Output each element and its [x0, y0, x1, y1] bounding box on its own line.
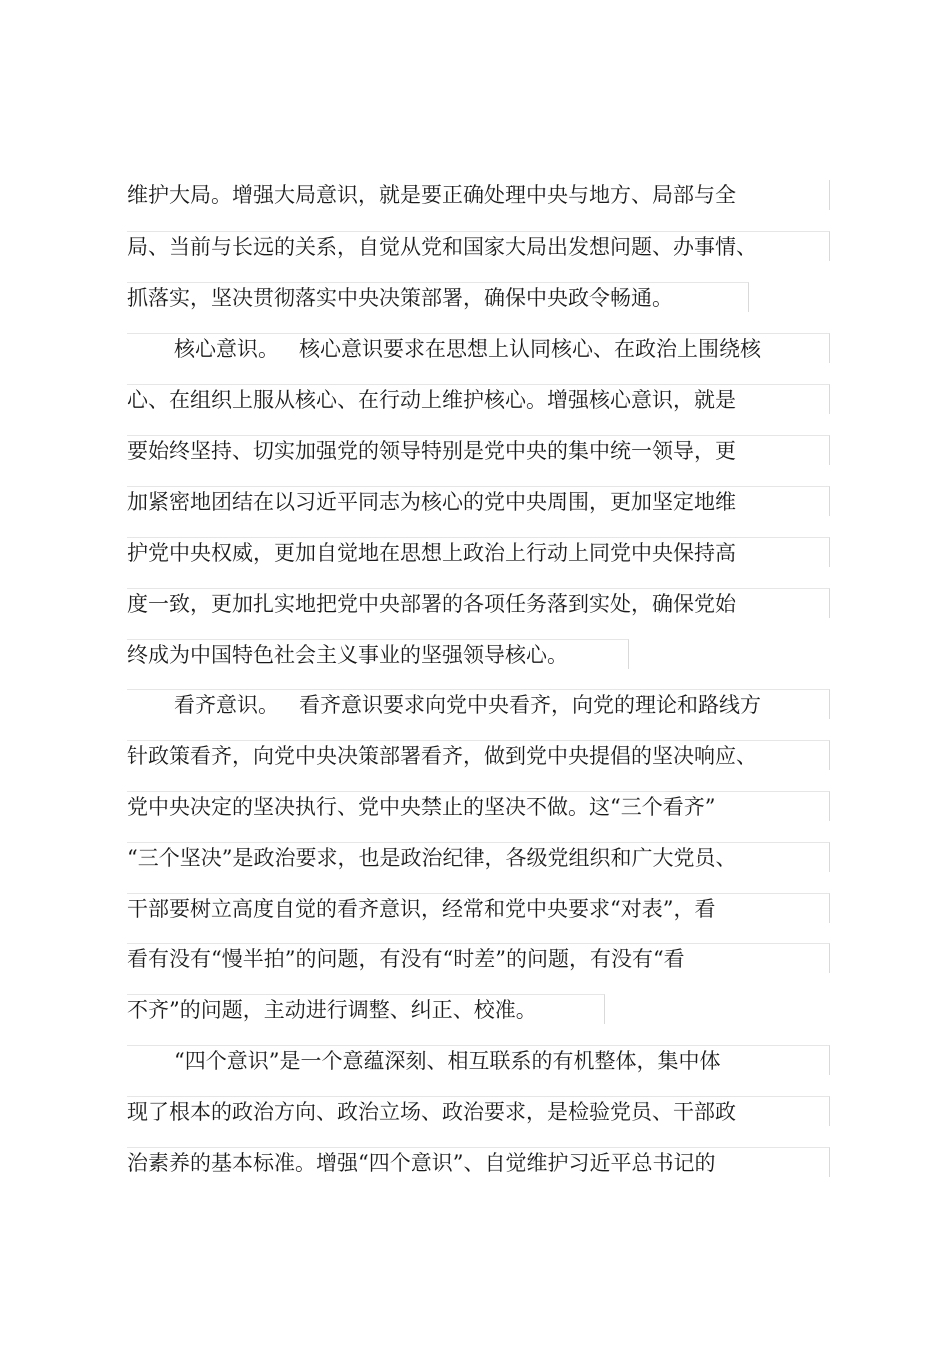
text-line — [127, 537, 830, 567]
text-line — [127, 740, 830, 770]
text-line — [127, 639, 629, 669]
text-line — [127, 180, 830, 210]
line-text: “四个意识”是一个意蕴深刻、相互联系的有机整体，集中体 — [174, 1049, 721, 1073]
line-text: 局、当前与长远的关系，自觉从党和国家大局出发想问题、办事情、 — [127, 235, 757, 259]
text-line — [127, 588, 830, 618]
line-text: 维护大局。增强大局意识，就是要正确处理中央与地方、局部与全 — [127, 183, 736, 207]
text-line — [127, 282, 749, 312]
text-line — [127, 1096, 830, 1126]
line-text: 现了根本的政治方向、政治立场、政治要求，是检验党员、干部政 — [127, 1100, 736, 1124]
line-text: 抓落实，坚决贯彻落实中央决策部署，确保中央政令畅通。 — [127, 286, 673, 310]
line-text: 看齐意识要求向党中央看齐，向党的理论和路线方 — [299, 693, 761, 717]
text-line — [127, 791, 830, 821]
line-text: 治素养的基本标准。增强“四个意识”、自觉维护习近平总书记的 — [127, 1151, 716, 1175]
line-text: 针政策看齐，向党中央决策部署看齐，做到党中央提倡的坚决响应、 — [127, 744, 757, 768]
text-line — [127, 893, 830, 923]
line-text: 不齐”的问题，主动进行调整、纠正、校准。 — [127, 998, 537, 1022]
text-line — [127, 486, 830, 516]
line-text: 护党中央权威，更加自觉地在思想上政治上行动上同党中央保持高 — [127, 541, 736, 565]
paragraph-first-line — [127, 1045, 830, 1075]
line-text: 心、在组织上服从核心、在行动上维护核心。增强核心意识，就是 — [127, 388, 736, 412]
text-line — [127, 435, 830, 465]
section-heading: 看齐意识。 — [174, 693, 279, 717]
paragraph-first-line — [127, 333, 830, 363]
text-line — [127, 994, 605, 1024]
line-text: 党中央决定的坚决执行、党中央禁止的坚决不做。这“三个看齐” — [127, 795, 716, 819]
text-line — [127, 943, 830, 973]
section-heading: 核心意识。 — [174, 337, 279, 361]
line-text: 终成为中国特色社会主义事业的坚强领导核心。 — [127, 643, 568, 667]
line-text: “三个坚决”是政治要求，也是政治纪律，各级党组织和广大党员、 — [127, 846, 737, 870]
text-line — [127, 842, 830, 872]
line-text: 干部要树立高度自觉的看齐意识，经常和党中央要求“对表”，看 — [127, 897, 716, 921]
line-text: 要始终坚持、切实加强党的领导特别是党中央的集中统一领导，更 — [127, 439, 736, 463]
text-line — [127, 1147, 830, 1177]
line-text: 加紧密地团结在以习近平同志为核心的党中央周围，更加坚定地维 — [127, 490, 736, 514]
line-text: 度一致，更加扎实地把党中央部署的各项任务落到实处，确保党始 — [127, 592, 736, 616]
paragraph-first-line — [127, 689, 830, 719]
line-text: 核心意识要求在思想上认同核心、在政治上围绕核 — [299, 337, 761, 361]
text-line — [127, 231, 830, 261]
text-line — [127, 384, 830, 414]
line-text: 看有没有“慢半拍”的问题，有没有“时差”的问题，有没有“看 — [127, 947, 685, 971]
